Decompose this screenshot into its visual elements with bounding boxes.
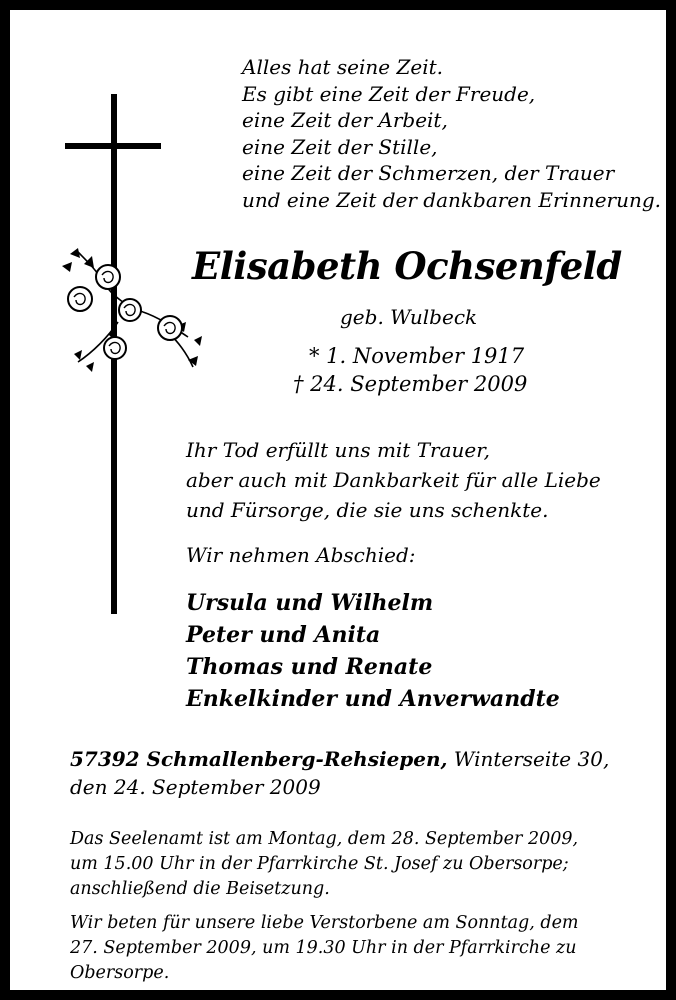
deceased-name: Elisabeth Ochsenfeld [192,244,622,288]
poem-line: eine Zeit der Arbeit, [242,108,448,132]
address-place: 57392 Schmallenberg-Rehsiepen, [70,747,448,771]
mourner-entry: Thomas und Renate [186,654,433,680]
poem-line: eine Zeit der Schmerzen, der Trauer [242,161,615,185]
address-line [70,745,670,773]
condolence-message [186,435,666,525]
message-line: Ihr Tod erfüllt uns mit Trauer, [186,438,490,462]
poem-line: Alles hat seine Zeit. [242,55,443,79]
farewell-line: Wir nehmen Abschied: [186,543,416,567]
death-date: † 24. September 2009 [293,372,528,396]
prayer-info [70,911,670,986]
prayer-line: Obersorpe. [70,963,170,983]
mourners-list [186,587,656,715]
address-block [70,745,670,801]
poem-line: Es gibt eine Zeit der Freude, [242,81,536,106]
address-date: den 24. September 2009 [70,775,321,799]
life-dates [293,342,593,398]
service-line: um 15.00 Uhr in der Pfarrkirche St. Josef zu Obersorpe; [70,854,569,874]
birth-date: * 1. November 1917 [309,344,525,368]
service-line: anschließend die Beisetzung. [70,879,330,899]
address-street: Winterseite 30, [453,747,610,771]
roses-icon [58,242,208,380]
mourner-entry: Peter und Anita [186,622,381,648]
mourner-entry: Ursula und Wilhelm [186,590,434,616]
birth-name: geb. Wulbeck [340,305,478,329]
service-info [70,827,670,902]
service-line: Das Seelenamt ist am Montag, dem 28. September 2009, [70,829,579,849]
poem-line: eine Zeit der Stille, [242,134,438,159]
message-line: und Fürsorge, die sie uns schenkte. [186,498,549,522]
prayer-line: 27. September 2009, um 19.30 Uhr in der Pfarrkirche zu [70,938,577,958]
poem [242,54,662,213]
prayer-line: Wir beten für unsere liebe Verstorbene am Sonntag, dem [70,913,579,933]
cross-bar-icon [65,143,161,149]
mourner-entry: Enkelkinder und Anverwandte [186,686,560,712]
message-line: aber auch mit Dankbarkeit für alle Liebe [186,468,601,492]
poem-line: und eine Zeit der dankbaren Erinnerung. [242,187,662,212]
